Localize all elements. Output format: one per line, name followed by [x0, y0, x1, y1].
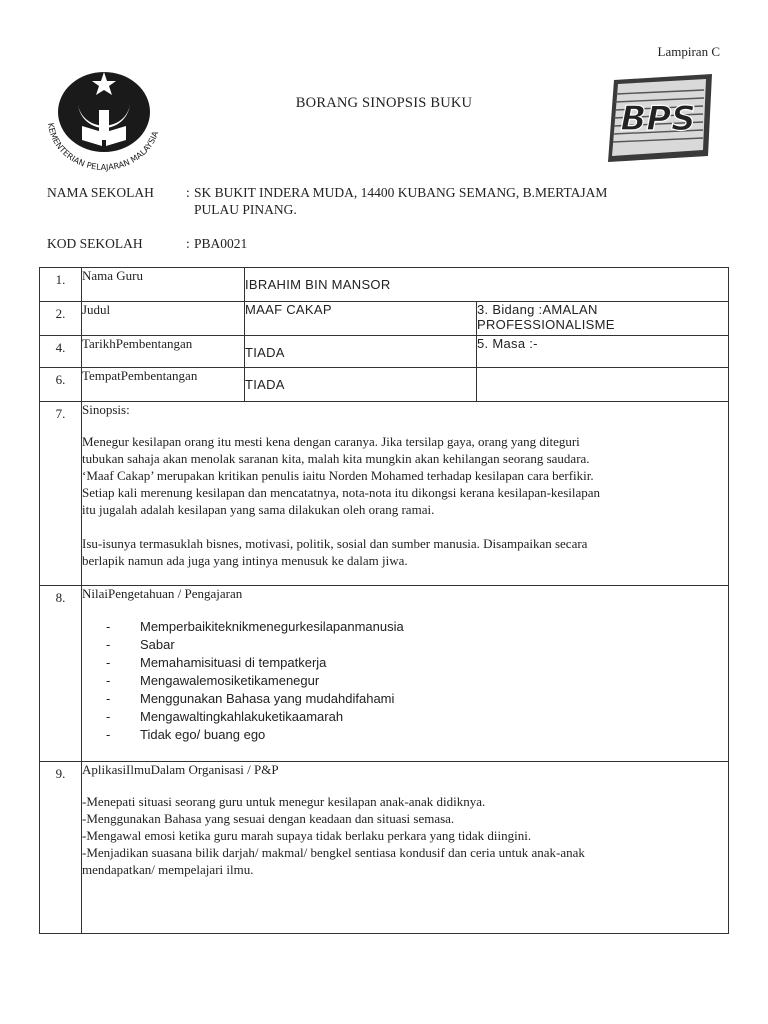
sinopsis-paragraph-1	[82, 433, 728, 518]
logo-left-text: KEMENTERIAN PELAJARAN MALAYSIA	[46, 122, 161, 172]
nilai-label: NilaiPengetahuan / Pengajaran	[82, 586, 243, 601]
colon: :	[186, 185, 190, 200]
bullet-dash: -	[106, 673, 111, 688]
sinopsis-paragraph-2	[82, 535, 728, 569]
text-line: -Menepati situasi seorang guru untuk menegur kesilapan anak-anak didiknya.	[82, 794, 486, 809]
tempat-label: TempatPembentangan	[82, 368, 245, 402]
bidang-line2: PROFESSIONALISME	[477, 317, 615, 332]
nama-sekolah-line2: PULAU PINANG.	[194, 202, 297, 217]
table-row	[40, 302, 729, 336]
text-line: -Menggunakan Bahasa yang sesuai dengan keadaan dan situasi semasa.	[82, 811, 455, 826]
text-line: mendapatkan/ mempelajari ilmu.	[82, 862, 254, 877]
kod-sekolah-label: KOD SEKOLAH	[47, 236, 143, 251]
lampiran-label: Lampiran C	[657, 44, 720, 59]
sinopsis-cell	[82, 402, 729, 586]
list-item	[106, 672, 728, 690]
nama-sekolah-value	[194, 184, 714, 218]
judul-label: Judul	[82, 302, 245, 336]
table-row	[40, 268, 729, 302]
page-title: BORANG SINOPSIS BUKU	[295, 95, 473, 111]
list-item-text: Memahamisituasi di tempatkerja	[140, 655, 327, 670]
bullet-dash: -	[106, 655, 111, 670]
sinopsis-label: Sinopsis:	[82, 402, 130, 417]
colon: :	[186, 236, 190, 251]
text-line: berlapik namun ada juga yang intinya menusuk ke dalam jiwa.	[82, 553, 408, 568]
tarikh-label: TarikhPembentangan	[82, 336, 245, 368]
table-row	[40, 336, 729, 368]
nama-sekolah-label: NAMA SEKOLAH	[47, 185, 154, 200]
row-number: 7.	[55, 406, 66, 421]
nama-guru-value: IBRAHIM BIN MANSOR	[245, 268, 729, 302]
nilai-list	[82, 618, 728, 744]
row-number: 9.	[55, 766, 66, 781]
list-item	[106, 618, 728, 636]
row-number: 1.	[55, 272, 66, 287]
row-number: 4.	[55, 340, 66, 355]
empty-cell	[477, 368, 729, 402]
row-number: 2.	[55, 306, 66, 321]
list-item-text: Tidak ego/ buang ego	[140, 727, 266, 742]
bullet-dash: -	[106, 637, 111, 652]
judul-value: MAAF CAKAP	[245, 302, 477, 336]
masa-field: 5. Masa :-	[477, 336, 729, 368]
bullet-dash: -	[106, 727, 111, 742]
aplikasi-cell	[82, 762, 729, 934]
table-row	[40, 762, 729, 934]
text-line: -Menjadikan suasana bilik darjah/ makmal/ bengkel sentiasa kondusif dan ceria untuk anak-anak	[82, 845, 585, 860]
list-item-text: Menggunakan Bahasa yang mudahdifahami	[140, 691, 395, 706]
tempat-value: TIADA	[245, 368, 477, 402]
bps-logo	[600, 70, 718, 166]
table-row	[40, 586, 729, 762]
list-item	[106, 708, 728, 726]
bullet-dash: -	[106, 709, 111, 724]
list-item	[106, 726, 728, 744]
kementerian-logo	[38, 62, 170, 172]
list-item-text: Memperbaikiteknikmenegurkesilapanmanusia	[140, 619, 404, 634]
bidang-field	[477, 302, 729, 336]
text-line: Menegur kesilapan orang itu mesti kena dengan caranya. Jika tersilap gaya, orang yang diteguri	[82, 434, 580, 449]
sinopsis-form-table	[39, 267, 729, 934]
text-line: tubukan sahaja akan menolak saranan kita, malah kita mungkin akan kehilangan seorang saudara.	[82, 451, 590, 466]
list-item	[106, 654, 728, 672]
text-line: itu jugalah adalah kesilapan yang sama dilakukan oleh orang ramai.	[82, 502, 435, 517]
list-item-text: Sabar	[140, 637, 175, 652]
logo-right-text: BPS	[620, 99, 696, 139]
nama-sekolah-line1: SK BUKIT INDERA MUDA, 14400 KUBANG SEMANG, B.MERTAJAM	[194, 185, 608, 200]
list-item-text: Mengawalemosiketikamenegur	[140, 673, 320, 688]
nama-guru-label: Nama Guru	[82, 268, 245, 302]
bidang-line1: 3. Bidang :AMALAN	[477, 302, 598, 317]
text-line: Setiap kali merenung kesilapan dan mencatatnya, nota-nota itu dikongsi kerana kesilapan-kesilapan	[82, 485, 601, 500]
nilai-cell	[82, 586, 729, 762]
kod-sekolah-value: PBA0021	[194, 236, 248, 251]
aplikasi-label: AplikasiIlmuDalam Organisasi / P&P	[82, 762, 279, 777]
table-row	[40, 368, 729, 402]
list-item	[106, 690, 728, 708]
tarikh-value: TIADA	[245, 336, 477, 368]
row-number: 8.	[55, 590, 66, 605]
bullet-dash: -	[106, 691, 111, 706]
list-item-text: Mengawaltingkahlakuketikaamarah	[140, 709, 344, 724]
table-row	[40, 402, 729, 586]
text-line: ‘Maaf Cakap’ merupakan kritikan penulis iaitu Norden Mohamed terhadap kesilapan cara berfikir.	[82, 468, 594, 483]
list-item	[106, 636, 728, 654]
text-line: Isu-isunya termasuklah bisnes, motivasi, politik, sosial dan sumber manusia. Disampaikan secara	[82, 536, 588, 551]
bullet-dash: -	[106, 619, 111, 634]
aplikasi-text	[82, 793, 728, 878]
row-number: 6.	[55, 372, 66, 387]
text-line: -Mengawal emosi ketika guru marah supaya tidak berlaku perkara yang tidak diingini.	[82, 828, 532, 843]
